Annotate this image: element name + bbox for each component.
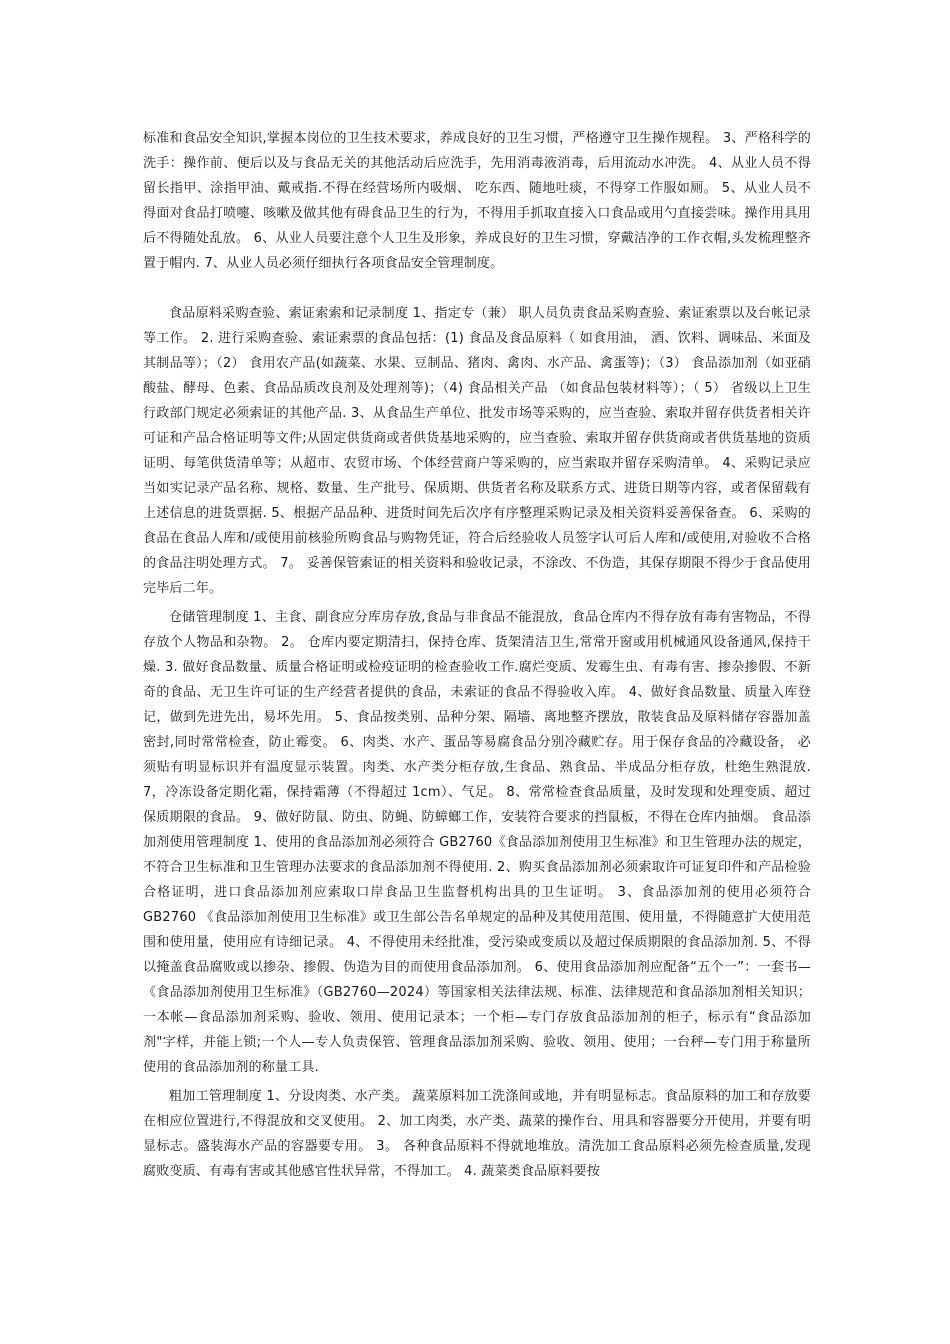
paragraph-procurement-system: 食品原料采购查验、索证索索和记录制度 1、指定专（兼） 职人员负责食品采购查验、索证索票以及台帐记录等工作。 2. 进行采购查验、索证索票的食品包括：(1) 食品及食品原料（ 如食用油， 酒、饮料、调味品、米面及其制品等）；（2） 食用农产品(如蔬菜、水果、豆制品、猪肉、禽肉、水产品、禽蛋等)；（3） 食品添加剂（如亚硝酸盐、酵母、色素、食品品质改良剂及处理剂等)；（4) 食品相关产品 （如食品包装材料等）；（ 5） 省级以上卫生行政部门规定必须索证的其他产品. 3、从食品生产单位、批发市场等采购的，应当查验、索取并留存供货者相关许可证和产品合格证明等文件;从固定供货商或者供货基地采购的，应当查验、索取并留存供货商或者供货基地的资质证明、每笔供货清单等；从超市、农贸市场、个体经营商户等采购的，应当索取并留存采购清单。 4、采购记录应当如实记录产品名称、规格、数量、生产批号、保质期、供货者名称及联系方式、进货日期等内容，或者保留载有上述信息的进货票据. 5、根据产品品种、进货时间先后次序有序整理采购记录及相关资料妥善保备查。 6、采购的食品在食品人库和/或使用前核验所购食品与购物凭证，符合后经验收人员签字认可后人库和/或使用,对验收不合格的食品注明处理方式。 7。 妥善保管索证的相关资料和验收记录，不涂改、不伪造，其保存期限不得少于食品使用完毕后二年。: [143, 306, 811, 596]
paragraph-hygiene-rules: 标准和食品安全知识,掌握本岗位的卫生技术要求，养成良好的卫生习惯，严格遵守卫生操作规程。 3、严格科学的洗手：操作前、便后以及与食品无关的其他活动后应洗手，先用消毒液消毒，后用流动水冲洗。 4、从业人员不得留长指甲、涂指甲油、戴戒指.不得在经营场所内吸烟、 吃东西、随地吐痰，不得穿工作服如厕。 5、从业人员不得面对食品打喷嚏、咳嗽及做其他有碍食品卫生的行为，不得用手抓取直接入口食品或用勺直接尝味。操作用具用后不得随处乱放。 6、从业人员要注意个人卫生及形象，养成良好的卫生习惯，穿戴洁净的工作衣帽,头发梳理整齐置于帽内. 7、从业人员必须仔细执行各项食品安全管理制度。: [143, 131, 811, 271]
paragraph-storage-system: 仓储管理制度 1、主食、副食应分库房存放,食品与非食品不能混放，食品仓库内不得存放有毒有害物品，不得存放个人物品和杂物。 2。 仓库内要定期清扫，保持仓库、货架清洁卫生,常常开窗或用机械通风设备通风,保持干燥. 3. 做好食品数量、质量合格证明或检疫证明的检查验收工作.腐烂变质、发霉生虫、有毒有害、掺杂掺假、不新奇的食品、无卫生许可证的生产经营者提供的食品，未索证的食品不得验收入库。 4、做好食品数量、质量入库登记，做到先进先出，易坏先用。 5、食品按类别、品种分架、隔墙、离地整齐摆放，散装食品及原料储存容器加盖密封,同时常常检查，防止霉变。 6、肉类、水产、蛋品等易腐食品分别冷藏贮存。用于保存食品的冷藏设备， 必须贴有明显标识并有温度显示装置。肉类、水产类分柜存放,生食品、熟食品、半成品分柜存放，杜绝生熟混放. 7，冷冻设备定期化霜，保持霜薄（不得超过 1cm）、气足。 8、常常检查食品质量，及时发现和处理变质、超过保质期限的食品。 9、做好防鼠、防虫、防蝇、防蟑螂工作，安装符合要求的挡鼠板，不得在仓库内抽烟。 食品添加剂使用管理制度 1、使用的食品添加剂必须符合 GB2760《食品添加剂使用卫生标准》和卫生管理办法的规定，不符合卫生标准和卫生管理办法要求的食品添加剂不得使用. 2、购买食品添加剂必须索取许可证复印件和产品检验合格证明，进口食品添加剂应索取口岸食品卫生监督机构出具的卫生证明。 3、食品添加剂的使用必须符合GB2760 《食品添加剂使用卫生标准》或卫生部公告名单规定的品种及其使用范围、使用量，不得随意扩大使用范围和使用量，使用应有诗细记录。 4、不得使用未经批准，受污染或变质以及超过保质期限的食品添加剂. 5、不得以掩盖食品腐败或以掺杂、掺假、伪造为目的而使用食品添加剂。 6、使用食品添加剂应配备“五个一”：一套书—《食品添加剂使用卫生标准》（GB2760—2024）等国家相关法律法规、标准、法律规范和食品添加剂相关知识；一本帐—食品添加剂采购、验收、领用、使用记录本；一个柜—专门存放食品添加剂的柜子，标示有“食品添加剂"字样，并能上锁;一个人—专人负责保管、管理食品添加剂采购、验收、领用、使用；一台秤—专门用于称量所使用的食品添加剂的称量工具.: [143, 610, 811, 1075]
document-page: [143, 126, 811, 1184]
paragraph-rough-processing-system: 粗加工管理制度 1、分设肉类、水产类。 蔬菜原料加工洗涤间或地，并有明显标志。食品原料的加工和存放要在相应位置进行,不得混放和交叉使用。 2、加工肉类，水产类、蔬菜的操作台、用具和容器要分开使用，并要有明显标志。盛装海水产品的容器要专用。 3。 各种食品原料不得就地堆放。清洗加工食品原料必须先检查质量,发现腐败变质、有毒有害或其他感官性状异常，不得加工。 4. 蔬菜类食品原料要按: [143, 1089, 811, 1179]
